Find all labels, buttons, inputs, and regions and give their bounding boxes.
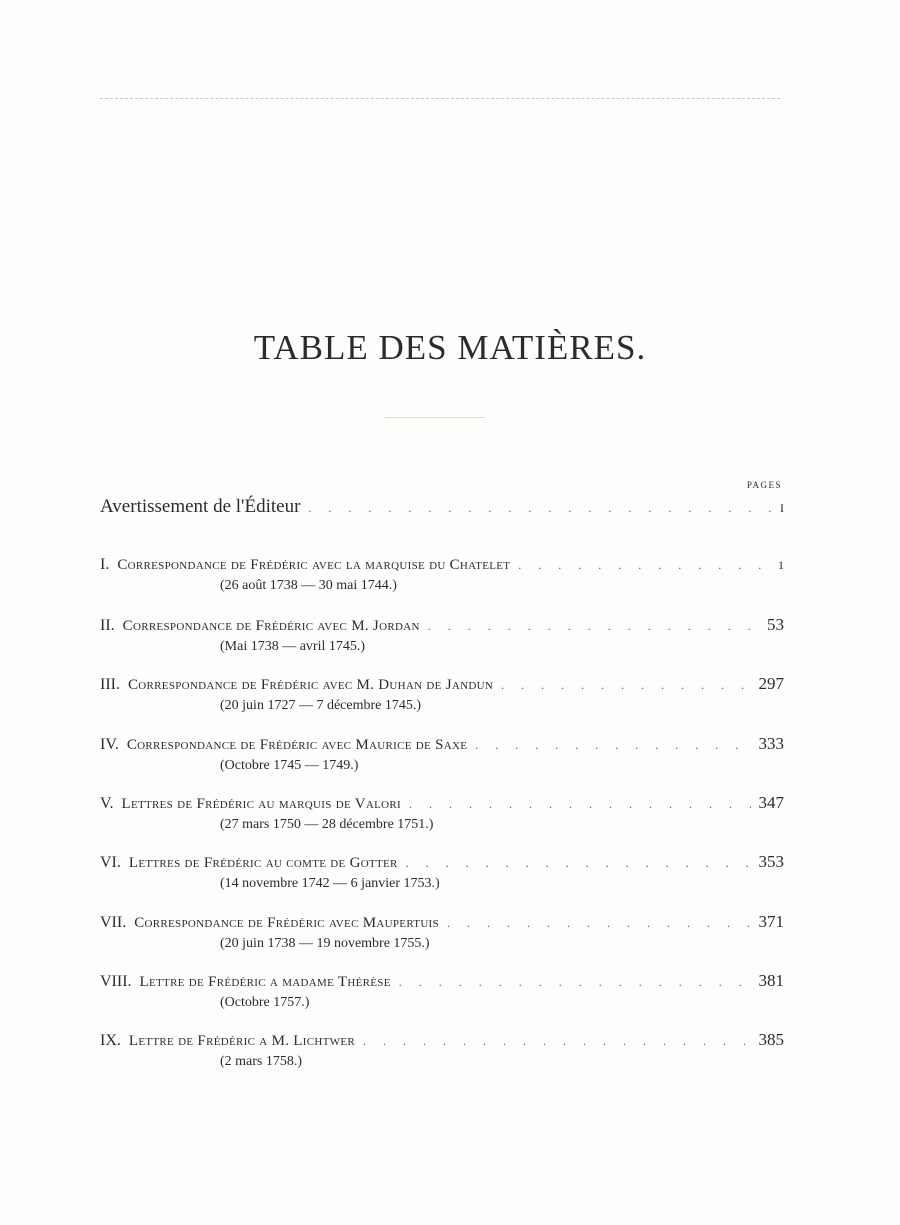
toc-entry-number: II. bbox=[100, 617, 115, 634]
toc-entry-title: Correspondance de Frédéric avec M. Jordan bbox=[122, 618, 420, 634]
toc-entry-number: I. bbox=[100, 556, 110, 573]
dot-leader bbox=[409, 797, 750, 812]
toc-entry-page: 385 bbox=[758, 1030, 784, 1049]
toc-entry-dates: (Octobre 1757.) bbox=[220, 995, 310, 1010]
toc-entry-title: Correspondance de Frédéric avec M. Duhan de Jandun bbox=[127, 677, 494, 693]
toc-entry-dates: (27 mars 1750 — 28 décembre 1751.) bbox=[220, 817, 434, 832]
toc-entry-1[interactable] bbox=[100, 556, 784, 594]
dot-leader bbox=[406, 856, 751, 871]
toc-entry-dates: (26 août 1738 — 30 mai 1744.) bbox=[220, 578, 397, 593]
toc-entry-title: Correspondance de Frédéric avec Maurice de Saxe bbox=[126, 737, 468, 753]
title-rule bbox=[385, 417, 485, 418]
toc-entry-page: 381 bbox=[758, 971, 784, 990]
toc-entry-number: IX. bbox=[100, 1032, 121, 1049]
dot-leader bbox=[428, 619, 759, 634]
toc-entry-dates: (Mai 1738 — avril 1745.) bbox=[220, 639, 366, 654]
toc-entry-dates: (20 juin 1727 — 7 décembre 1745.) bbox=[220, 698, 422, 713]
toc-entry-title: Lettre de Frédéric a M. Lichtwer bbox=[128, 1033, 355, 1049]
dot-leader bbox=[518, 558, 770, 573]
toc-entry-number: VIII. bbox=[100, 973, 132, 990]
toc-entry-title: Lettre de Frédéric a madame Thérèse bbox=[139, 974, 391, 990]
page-title: TABLE DES MATIÈRES. bbox=[253, 328, 647, 367]
toc-entry-title: Lettres de Frédéric au comte de Gotter bbox=[128, 855, 398, 871]
toc-entry-number: IV. bbox=[100, 736, 119, 753]
toc-entry-5[interactable] bbox=[100, 793, 784, 833]
dot-leader bbox=[363, 1034, 751, 1049]
toc-entry-dates: (Octobre 1745 — 1749.) bbox=[220, 758, 359, 773]
toc-entry-3[interactable] bbox=[100, 674, 784, 714]
toc-entry-title: Correspondance de Frédéric avec la marquise du Chatelet bbox=[117, 557, 511, 573]
toc-entry-7[interactable] bbox=[100, 912, 784, 952]
toc-entry-page: 333 bbox=[758, 734, 784, 753]
toc-entry-dates: (14 novembre 1742 — 6 janvier 1753.) bbox=[220, 876, 440, 891]
toc-entry-page: I bbox=[780, 501, 784, 515]
toc-entry-avertissement[interactable] bbox=[100, 496, 784, 518]
top-rule bbox=[100, 98, 780, 99]
toc-entry-number: VII. bbox=[100, 914, 127, 931]
toc-entry-number: III. bbox=[100, 676, 120, 693]
toc-entry-page: 53 bbox=[767, 615, 784, 634]
toc-entry-label: Avertissement de l'Éditeur bbox=[100, 496, 301, 517]
toc-entry-page: 297 bbox=[758, 674, 784, 693]
toc-entry-page: 371 bbox=[758, 912, 784, 931]
toc-entry-2[interactable] bbox=[100, 615, 784, 655]
dot-leader bbox=[475, 738, 750, 753]
toc-entry-page: 347 bbox=[758, 793, 784, 812]
toc-entry-number: VI. bbox=[100, 854, 121, 871]
dot-leader bbox=[399, 975, 751, 990]
toc-entry-number: V. bbox=[100, 795, 114, 812]
toc-entry-dates: (2 mars 1758.) bbox=[220, 1054, 303, 1069]
dot-leader bbox=[447, 916, 751, 931]
toc-entry-page: 1 bbox=[778, 558, 784, 572]
dot-leader bbox=[308, 501, 772, 516]
toc-entry-page: 353 bbox=[758, 852, 784, 871]
dot-leader bbox=[501, 678, 750, 693]
toc-entry-8[interactable] bbox=[100, 971, 784, 1011]
pages-column-header: PAGES bbox=[746, 480, 782, 490]
toc-entry-title: Lettres de Frédéric au marquis de Valori bbox=[121, 796, 402, 812]
toc-entry-dates: (20 juin 1738 — 19 novembre 1755.) bbox=[220, 936, 430, 951]
toc-entry-6[interactable] bbox=[100, 852, 784, 892]
toc-entry-4[interactable] bbox=[100, 734, 784, 774]
toc-entry-title: Correspondance de Frédéric avec Maupertuis bbox=[134, 915, 439, 931]
toc-entry-9[interactable] bbox=[100, 1030, 784, 1070]
